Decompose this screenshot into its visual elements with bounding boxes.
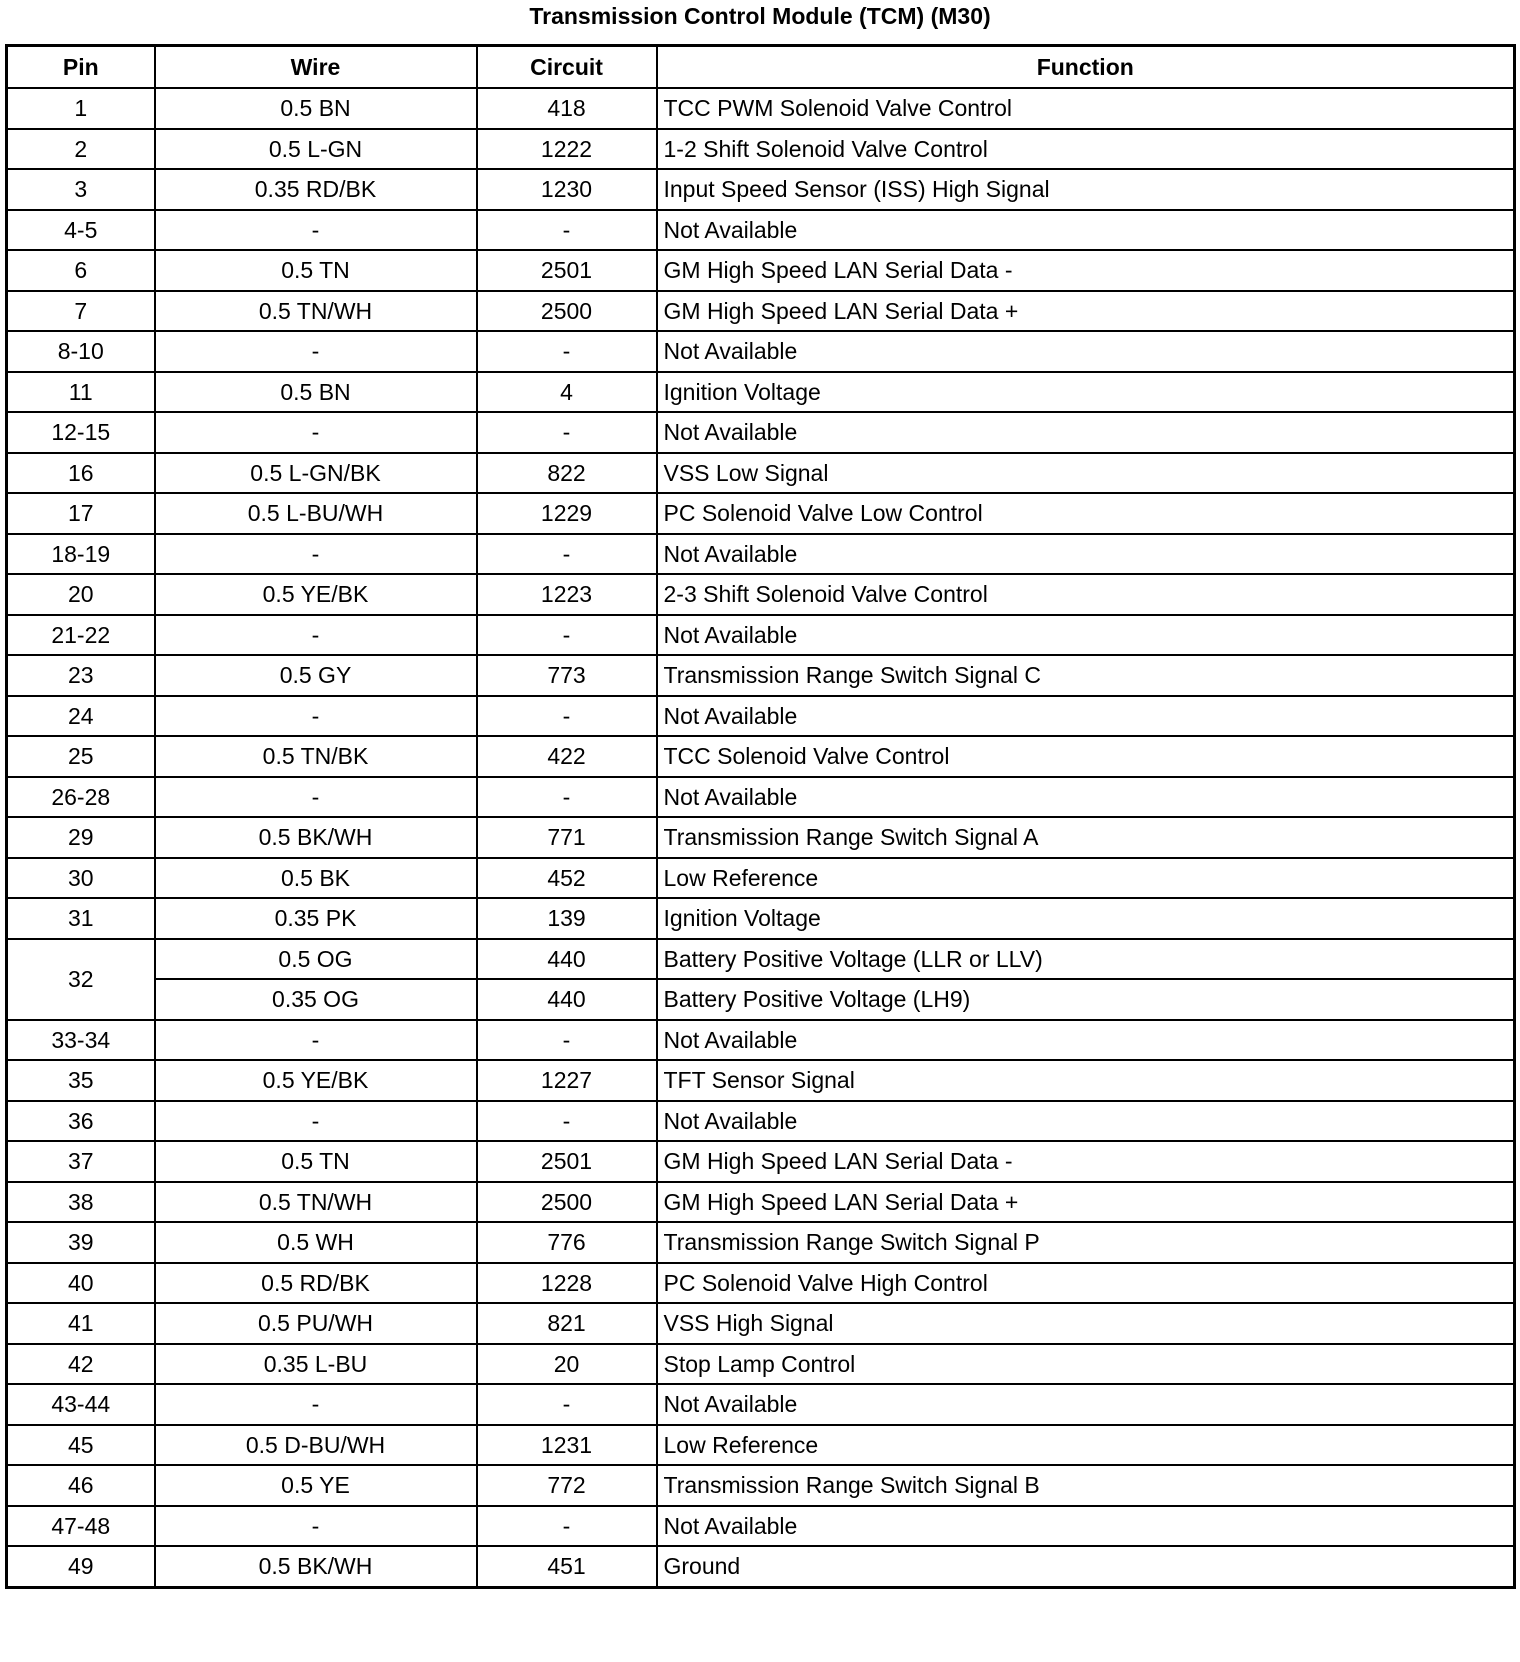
pin-cell: 1: [7, 88, 155, 129]
wire-cell: 0.5 TN/WH: [155, 1182, 477, 1223]
wire-cell: 0.5 TN: [155, 250, 477, 291]
pin-cell: 31: [7, 898, 155, 939]
table-row: [7, 1222, 1515, 1263]
wire-cell: 0.5 BN: [155, 372, 477, 413]
pin-cell: 3: [7, 169, 155, 210]
function-cell: TFT Sensor Signal: [657, 1060, 1515, 1101]
function-cell: GM High Speed LAN Serial Data -: [657, 1141, 1515, 1182]
pin-cell: 30: [7, 858, 155, 899]
wire-cell: -: [155, 331, 477, 372]
header-circuit: Circuit: [477, 46, 657, 89]
circuit-cell: 2500: [477, 291, 657, 332]
wire-cell: -: [155, 534, 477, 575]
pin-cell: 26-28: [7, 777, 155, 818]
wire-cell: 0.5 OG: [155, 939, 477, 980]
table-row: [7, 1506, 1515, 1547]
table-row: [7, 1101, 1515, 1142]
pin-cell: 40: [7, 1263, 155, 1304]
table-row: [7, 817, 1515, 858]
function-cell: TCC PWM Solenoid Valve Control: [657, 88, 1515, 129]
function-cell: Transmission Range Switch Signal C: [657, 655, 1515, 696]
header-row: [7, 46, 1515, 89]
table-row: [7, 1060, 1515, 1101]
table-row: [7, 1182, 1515, 1223]
circuit-cell: 771: [477, 817, 657, 858]
wire-cell: 0.5 GY: [155, 655, 477, 696]
pin-cell: 12-15: [7, 412, 155, 453]
pin-cell: 45: [7, 1425, 155, 1466]
wire-cell: 0.5 BK/WH: [155, 817, 477, 858]
pin-cell: 21-22: [7, 615, 155, 656]
wire-cell: 0.5 TN: [155, 1141, 477, 1182]
wire-cell: -: [155, 1020, 477, 1061]
circuit-cell: 4: [477, 372, 657, 413]
circuit-cell: -: [477, 1101, 657, 1142]
circuit-cell: 2501: [477, 1141, 657, 1182]
table-row: [7, 1303, 1515, 1344]
wire-cell: 0.5 BN: [155, 88, 477, 129]
table-row: [7, 1344, 1515, 1385]
pin-cell: 16: [7, 453, 155, 494]
circuit-cell: -: [477, 1020, 657, 1061]
function-cell: Ignition Voltage: [657, 372, 1515, 413]
table-row: [7, 250, 1515, 291]
table-row: [7, 1465, 1515, 1506]
circuit-cell: 821: [477, 1303, 657, 1344]
function-cell: Low Reference: [657, 1425, 1515, 1466]
function-cell: Not Available: [657, 777, 1515, 818]
wire-cell: 0.5 YE/BK: [155, 574, 477, 615]
circuit-cell: 1222: [477, 129, 657, 170]
circuit-cell: 422: [477, 736, 657, 777]
function-cell: Not Available: [657, 210, 1515, 251]
table-row: [7, 979, 1515, 1020]
function-cell: Not Available: [657, 331, 1515, 372]
pin-cell: 43-44: [7, 1384, 155, 1425]
function-cell: Not Available: [657, 412, 1515, 453]
wire-cell: 0.5 BK: [155, 858, 477, 899]
circuit-cell: 440: [477, 979, 657, 1020]
table-row: [7, 412, 1515, 453]
pin-cell: 47-48: [7, 1506, 155, 1547]
function-cell: Not Available: [657, 1101, 1515, 1142]
circuit-cell: -: [477, 1506, 657, 1547]
circuit-cell: 1227: [477, 1060, 657, 1101]
pin-cell: 36: [7, 1101, 155, 1142]
wire-cell: 0.5 TN/BK: [155, 736, 477, 777]
function-cell: PC Solenoid Valve High Control: [657, 1263, 1515, 1304]
pin-cell: 46: [7, 1465, 155, 1506]
pin-cell: 42: [7, 1344, 155, 1385]
wire-cell: 0.35 OG: [155, 979, 477, 1020]
table-row: [7, 939, 1515, 980]
circuit-cell: 139: [477, 898, 657, 939]
table-row: [7, 696, 1515, 737]
table-row: [7, 858, 1515, 899]
pin-cell: 24: [7, 696, 155, 737]
wire-cell: 0.35 RD/BK: [155, 169, 477, 210]
wire-cell: 0.5 YE: [155, 1465, 477, 1506]
pin-cell: 6: [7, 250, 155, 291]
circuit-cell: 451: [477, 1546, 657, 1587]
wire-cell: -: [155, 412, 477, 453]
pin-cell: 37: [7, 1141, 155, 1182]
wire-cell: -: [155, 1384, 477, 1425]
function-cell: GM High Speed LAN Serial Data +: [657, 291, 1515, 332]
circuit-cell: 2501: [477, 250, 657, 291]
table-title: Transmission Control Module (TCM) (M30): [529, 3, 991, 29]
function-cell: 2-3 Shift Solenoid Valve Control: [657, 574, 1515, 615]
circuit-cell: 452: [477, 858, 657, 899]
table-row: [7, 210, 1515, 251]
circuit-cell: -: [477, 534, 657, 575]
pin-cell: 25: [7, 736, 155, 777]
function-cell: Transmission Range Switch Signal A: [657, 817, 1515, 858]
function-cell: Not Available: [657, 534, 1515, 575]
header-pin: Pin: [7, 46, 155, 89]
pin-cell: 38: [7, 1182, 155, 1223]
wire-cell: 0.5 WH: [155, 1222, 477, 1263]
function-cell: GM High Speed LAN Serial Data +: [657, 1182, 1515, 1223]
pin-cell: 29: [7, 817, 155, 858]
wire-cell: 0.5 BK/WH: [155, 1546, 477, 1587]
table-row: [7, 291, 1515, 332]
pin-cell: 39: [7, 1222, 155, 1263]
table-row: [7, 1263, 1515, 1304]
table-row: [7, 574, 1515, 615]
pin-cell: 8-10: [7, 331, 155, 372]
header-function: Function: [657, 46, 1515, 89]
circuit-cell: -: [477, 331, 657, 372]
table-row: [7, 615, 1515, 656]
pin-cell: 20: [7, 574, 155, 615]
table-row: [7, 129, 1515, 170]
function-cell: PC Solenoid Valve Low Control: [657, 493, 1515, 534]
wire-cell: -: [155, 1101, 477, 1142]
function-cell: TCC Solenoid Valve Control: [657, 736, 1515, 777]
pinout-table: [5, 44, 1516, 1589]
circuit-cell: 1230: [477, 169, 657, 210]
function-cell: Ground: [657, 1546, 1515, 1587]
table-row: [7, 1020, 1515, 1061]
circuit-cell: 2500: [477, 1182, 657, 1223]
table-row: [7, 777, 1515, 818]
wire-cell: 0.5 TN/WH: [155, 291, 477, 332]
table-row: [7, 1384, 1515, 1425]
wire-cell: 0.35 L-BU: [155, 1344, 477, 1385]
pin-cell: 23: [7, 655, 155, 696]
table-row: [7, 453, 1515, 494]
table-row: [7, 1425, 1515, 1466]
circuit-cell: 1228: [477, 1263, 657, 1304]
wire-cell: 0.5 L-BU/WH: [155, 493, 477, 534]
circuit-cell: -: [477, 210, 657, 251]
table-row: [7, 493, 1515, 534]
wire-cell: 0.5 L-GN: [155, 129, 477, 170]
wire-cell: 0.5 YE/BK: [155, 1060, 477, 1101]
pin-cell: 18-19: [7, 534, 155, 575]
function-cell: Not Available: [657, 696, 1515, 737]
table-row: [7, 88, 1515, 129]
function-cell: VSS High Signal: [657, 1303, 1515, 1344]
wire-cell: -: [155, 777, 477, 818]
pin-cell: 2: [7, 129, 155, 170]
wire-cell: 0.35 PK: [155, 898, 477, 939]
table-row: [7, 1141, 1515, 1182]
pin-cell: 4-5: [7, 210, 155, 251]
circuit-cell: -: [477, 412, 657, 453]
table-row: [7, 1546, 1515, 1587]
table-row: [7, 169, 1515, 210]
pin-cell: 35: [7, 1060, 155, 1101]
function-cell: Transmission Range Switch Signal B: [657, 1465, 1515, 1506]
wire-cell: -: [155, 615, 477, 656]
function-cell: GM High Speed LAN Serial Data -: [657, 250, 1515, 291]
function-cell: VSS Low Signal: [657, 453, 1515, 494]
circuit-cell: 1229: [477, 493, 657, 534]
pinout-rows: [7, 88, 1515, 1587]
wire-cell: 0.5 D-BU/WH: [155, 1425, 477, 1466]
function-cell: Not Available: [657, 1020, 1515, 1061]
function-cell: Not Available: [657, 1384, 1515, 1425]
pin-cell: 33-34: [7, 1020, 155, 1061]
circuit-cell: 418: [477, 88, 657, 129]
wire-cell: 0.5 PU/WH: [155, 1303, 477, 1344]
circuit-cell: -: [477, 696, 657, 737]
function-cell: Transmission Range Switch Signal P: [657, 1222, 1515, 1263]
circuit-cell: -: [477, 615, 657, 656]
function-cell: Not Available: [657, 1506, 1515, 1547]
function-cell: Battery Positive Voltage (LLR or LLV): [657, 939, 1515, 980]
table-row: [7, 331, 1515, 372]
wire-cell: -: [155, 696, 477, 737]
circuit-cell: 772: [477, 1465, 657, 1506]
function-cell: Low Reference: [657, 858, 1515, 899]
circuit-cell: 440: [477, 939, 657, 980]
table-row: [7, 736, 1515, 777]
wire-cell: 0.5 L-GN/BK: [155, 453, 477, 494]
table-row: [7, 372, 1515, 413]
circuit-cell: 773: [477, 655, 657, 696]
circuit-cell: 20: [477, 1344, 657, 1385]
table-row: [7, 655, 1515, 696]
circuit-cell: -: [477, 777, 657, 818]
wire-cell: -: [155, 210, 477, 251]
pin-cell: 17: [7, 493, 155, 534]
wire-cell: -: [155, 1506, 477, 1547]
pin-cell: 7: [7, 291, 155, 332]
pin-cell: 41: [7, 1303, 155, 1344]
function-cell: Input Speed Sensor (ISS) High Signal: [657, 169, 1515, 210]
function-cell: Not Available: [657, 615, 1515, 656]
wire-cell: 0.5 RD/BK: [155, 1263, 477, 1304]
circuit-cell: 1223: [477, 574, 657, 615]
function-cell: Battery Positive Voltage (LH9): [657, 979, 1515, 1020]
function-cell: Ignition Voltage: [657, 898, 1515, 939]
table-row: [7, 534, 1515, 575]
circuit-cell: 1231: [477, 1425, 657, 1466]
pin-cell: 32: [7, 939, 155, 1020]
function-cell: 1-2 Shift Solenoid Valve Control: [657, 129, 1515, 170]
pin-cell: 49: [7, 1546, 155, 1587]
header-wire: Wire: [155, 46, 477, 89]
circuit-cell: -: [477, 1384, 657, 1425]
circuit-cell: 822: [477, 453, 657, 494]
circuit-cell: 776: [477, 1222, 657, 1263]
table-row: [7, 898, 1515, 939]
function-cell: Stop Lamp Control: [657, 1344, 1515, 1385]
pin-cell: 11: [7, 372, 155, 413]
